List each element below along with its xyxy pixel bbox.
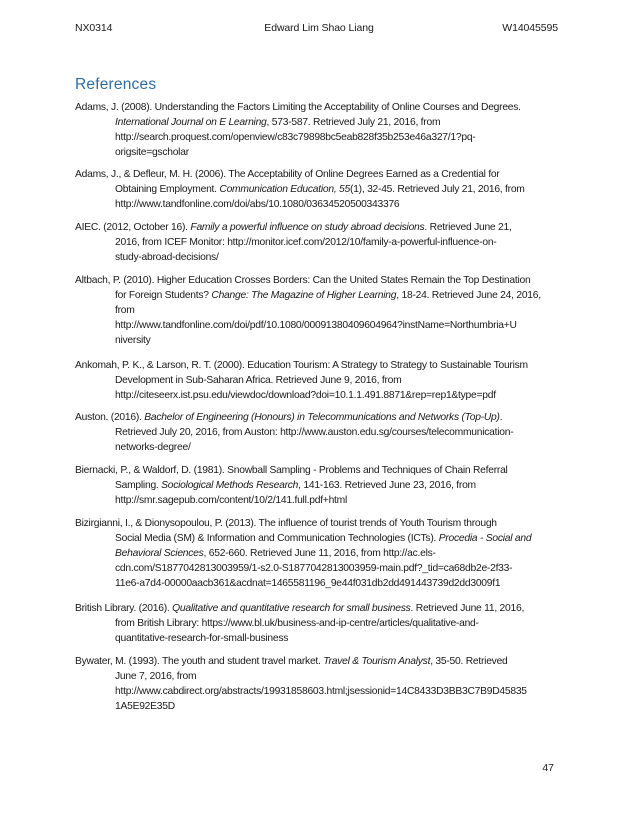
header-course-code: NX0314 (75, 22, 113, 34)
reference-line: Sampling. Sociological Methods Research, 141-163. Retrieved June 23, 2016, from (115, 480, 476, 492)
reference-url[interactable]: study-abroad-decisions/ (115, 252, 219, 264)
reference-url[interactable]: http://search.proquest.com/openview/c83c79898bc5eab828f35b253e46a327/1?pq- (115, 132, 476, 144)
reference-url[interactable]: networks-degree/ (115, 442, 191, 454)
reference-url[interactable]: origsite=gscholar (115, 147, 189, 159)
page-number: 47 (542, 762, 554, 774)
reference-line: Adams, J., & Defleur, M. H. (2006). The Acceptability of Online Degrees Earned as a Credential for (75, 169, 500, 180)
reference-line: Biernacki, P., & Waldorf, D. (1981). Snowball Sampling - Problems and Techniques of Chain Referral (75, 465, 508, 476)
reference-url[interactable]: http://citeseerx.ist.psu.edu/viewdoc/download?doi=10.1.1.491.8871&rep=rep1&type=pdf (115, 390, 496, 402)
reference-line: AIEC. (2012, October 16). Family a powerful influence on study abroad decisions. Retrieved June 21, (75, 222, 512, 233)
reference-line: Development in Sub-Saharan Africa. Retrieved June 9, 2016, from (115, 375, 402, 387)
reference-line: Obtaining Employment. Communication Education, 55(1), 32-45. Retrieved July 21, 2016, from (115, 184, 525, 196)
references-heading: References (75, 76, 157, 93)
reference-entry (75, 220, 565, 265)
reference-line: Ankomah, P. K., & Larson, R. T. (2000). Education Tourism: A Strategy to Strategy to Sustainable Tourism (75, 360, 528, 371)
reference-line: from (115, 305, 135, 317)
reference-line: Social Media (SM) & Information and Communication Technologies (ICTs). Procedia - Social and (115, 533, 532, 545)
reference-line: 2016, from ICEF Monitor: http://monitor.icef.com/2012/10/family-a-powerful-influence-on- (115, 237, 497, 249)
reference-url[interactable]: niversity (115, 335, 151, 347)
reference-url[interactable]: http://smr.sagepub.com/content/10/2/141.full.pdf+html (115, 495, 348, 507)
reference-url[interactable]: 1A5E92E35D (115, 701, 175, 713)
reference-entry (75, 516, 565, 591)
reference-line: International Journal on E Learning, 573-587. Retrieved July 21, 2016, from (115, 117, 441, 129)
reference-url[interactable]: http://www.cabdirect.org/abstracts/19931858603.html;jsessionid=14C8433D3BB3C7B9D45835 (115, 686, 527, 698)
reference-entry (75, 100, 565, 160)
reference-line: from British Library: https://www.bl.uk/business-and-ip-centre/articles/qualitative-and- (115, 618, 479, 630)
reference-url[interactable]: http://www.tandfonline.com/doi/abs/10.1080/03634520500343376 (115, 199, 400, 211)
reference-line: for Foreign Students? Change: The Magazine of Higher Learning, 18-24. Retrieved June 24, 2016, (115, 290, 541, 302)
reference-entry (75, 654, 565, 714)
reference-line: Altbach, P. (2010). Higher Education Crosses Borders: Can the United States Remain the Top Destination (75, 275, 531, 286)
reference-line: Bywater, M. (1993). The youth and student travel market. Travel & Tourism Analyst, 35-50. Retrieved (75, 656, 508, 667)
reference-line: Bizirgianni, I., & Dionysopoulou, P. (2013). The influence of tourist trends of Youth Tourism through (75, 518, 497, 529)
reference-url[interactable]: cdn.com/S1877042813003959/1-s2.0-S1877042813003959-main.pdf?_tid=ca68db2e-2f33- (115, 563, 513, 575)
reference-entry (75, 167, 565, 212)
reference-line: June 7, 2016, from (115, 671, 197, 683)
reference-entry (75, 463, 565, 508)
reference-line: Retrieved July 20, 2016, from Auston: http://www.auston.edu.sg/courses/telecommunication- (115, 427, 514, 439)
reference-url[interactable]: quantitative-research-for-small-business (115, 633, 289, 645)
reference-entry (75, 358, 565, 403)
reference-line: Adams, J. (2008). Understanding the Factors Limiting the Acceptability of Online Courses and Degrees. (75, 102, 521, 113)
reference-entry (75, 273, 565, 348)
reference-line: Auston. (2016). Bachelor of Engineering (Honours) in Telecommunications and Networks (Top-Up). (75, 412, 503, 423)
reference-entry (75, 601, 565, 646)
header-author-name: Edward Lim Shao Liang (264, 22, 374, 34)
reference-url[interactable]: 11e6-a7d4-00000aacb361&acdnat=1465581196_9e44f031db2dd491443739d2dd3009f1 (115, 578, 501, 590)
reference-line: British Library. (2016). Qualitative and quantitative research for small business. Retrieved June 11, 2016, (75, 603, 525, 614)
reference-line: Behavioral Sciences, 652-660. Retrieved June 11, 2016, from http://ac.els- (115, 548, 436, 560)
header-student-id: W14045595 (502, 22, 558, 34)
reference-url[interactable]: http://www.tandfonline.com/doi/pdf/10.1080/00091380409604964?instName=Northumbria+U (115, 320, 517, 332)
reference-entry (75, 410, 565, 455)
